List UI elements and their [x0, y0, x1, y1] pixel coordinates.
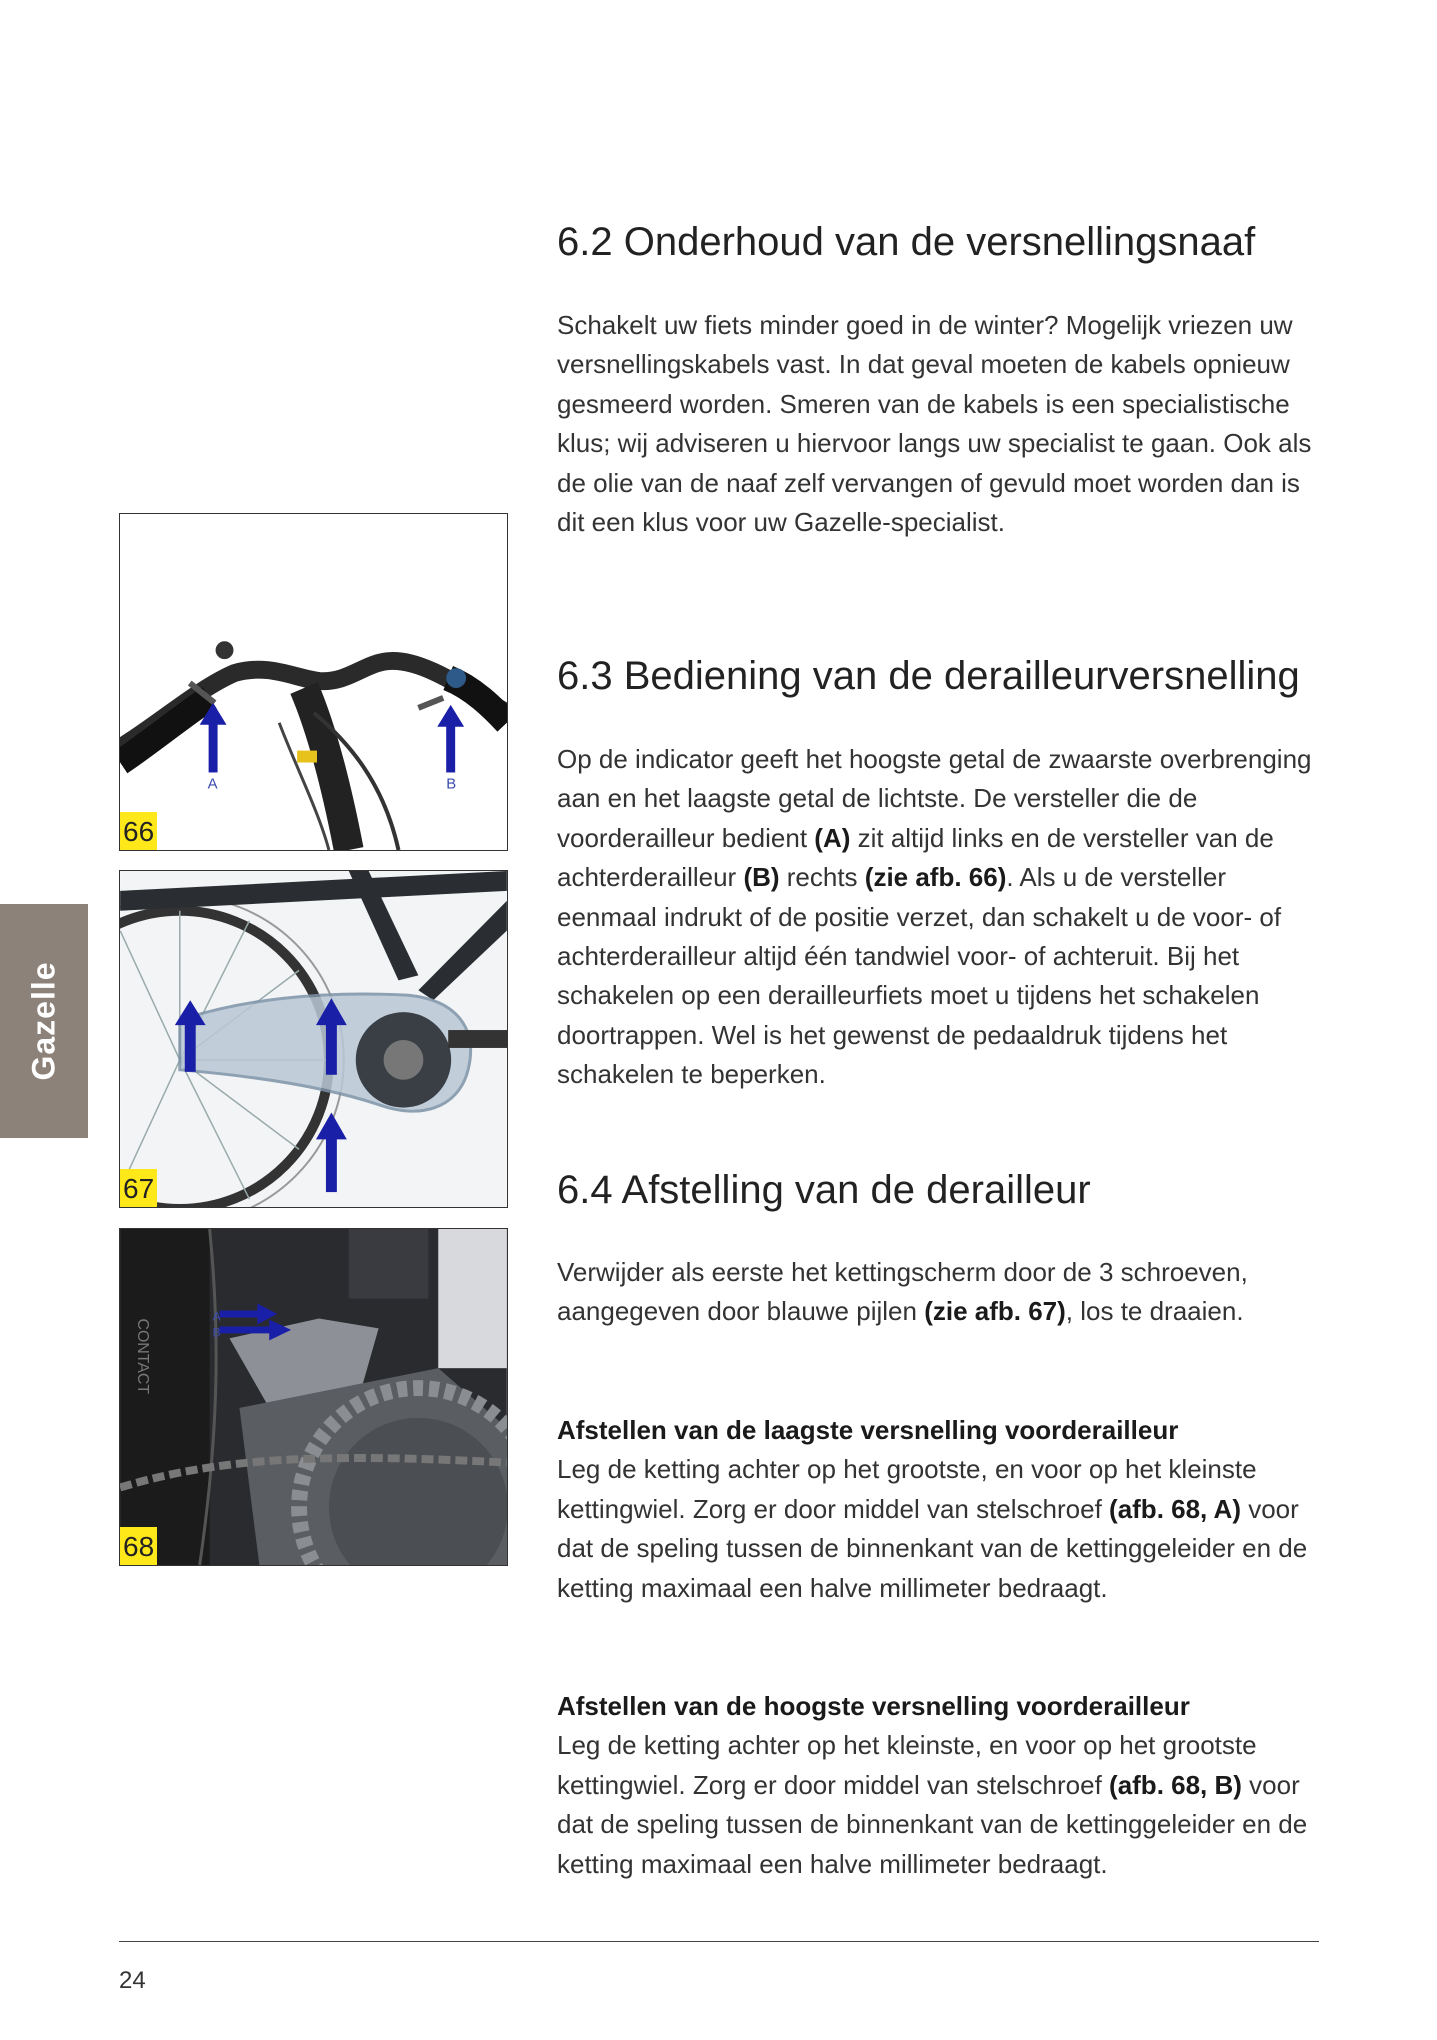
svg-text:CONTACT: CONTACT [134, 1318, 152, 1395]
chainguard-photo [120, 871, 507, 1207]
fig66-label-a: A [207, 776, 218, 793]
fig66-label-b: B [446, 776, 457, 793]
figure-number: 66 [120, 812, 157, 850]
derailleur-photo [120, 1229, 507, 1565]
heading-6-4: 6.4 Afstelling van de derailleur [557, 1168, 1091, 1212]
paragraph-lowest-gear: Afstellen van de laagste versnelling voorderailleur Leg de ketting achter op het grootste, en voor op het kleinste kettingwiel. Zorg er door middel van stelschroef (afb. 68, A) voor dat de speling tussen de binnenkant van de kettinggeleider en de ketting maximaal een halve millimeter bedraagt. [557, 1411, 1322, 1608]
paragraph-6-4-intro: Verwijder als eerste het kettingscherm door de 3 schroeven, aangegeven door blauwe pijlen (zie afb. 67), los te draaien. [557, 1257, 1248, 1327]
subheading-highest-gear: Afstellen van de hoogste versnelling voorderailleur [557, 1691, 1190, 1721]
figure-68 [119, 1228, 508, 1566]
paragraph-highest-gear: Afstellen van de hoogste versnelling voorderailleur Leg de ketting achter op het kleinste, en voor op het grootste kettingwiel. Zorg er door middel van stelschroef (afb. 68, B) voor dat de speling tussen de binnenkant van de kettinggeleider en de ketting maximaal een halve millimeter bedraagt. [557, 1687, 1322, 1884]
footer-rule [119, 1941, 1319, 1942]
paragraph-6-2: Schakelt uw fiets minder goed in de winter? Mogelijk vriezen uw versnellingskabels vast. In dat geval moeten de kabels opnieuw gesmeerd worden. Smeren van de kabels is een specialistische klus; wij adviseren u hiervoor langs uw specialist te gaan. Ook als de olie van de naaf zelf vervangen of gevuld moet worden dan is dit een klus voor uw Gazelle-specialist. [557, 310, 1312, 538]
paragraph-6-3: Op de indicator geeft het hoogste getal de zwaarste overbrenging aan en het laagste getal de lichtste. De versteller die de voorderailleur bedient (A) zit altijd links en de versteller van de achterderailleur (B) rechts (zie afb. 66). Als u de versteller eenmaal indrukt of de positie verzet, dan schakelt u de voor- of achterderailleur altijd één tandwiel voor- of achteruit. Bij het schakelen op een derailleurfiets moet u tijdens het schakelen doortrappen. Wel is het gewenst de pedaaldruk tijdens het schakelen te beperken. [557, 744, 1312, 1090]
side-tab [0, 904, 88, 1138]
figure-number: 67 [120, 1169, 157, 1207]
side-tab-label: Gazelle [25, 961, 62, 1081]
heading-6-3: 6.3 Bediening van de derailleurversnelling [557, 654, 1300, 698]
figure-67 [119, 870, 508, 1208]
fig68-label-a: A [212, 1309, 221, 1324]
handlebar-photo [120, 514, 507, 850]
fig68-label-b: B [212, 1325, 221, 1340]
subheading-lowest-gear: Afstellen van de laagste versnelling voorderailleur [557, 1415, 1179, 1445]
figure-66 [119, 513, 508, 851]
figure-number: 68 [120, 1527, 157, 1565]
heading-6-2: 6.2 Onderhoud van de versnellingsnaaf [557, 220, 1256, 264]
page-number: 24 [119, 1967, 146, 1994]
